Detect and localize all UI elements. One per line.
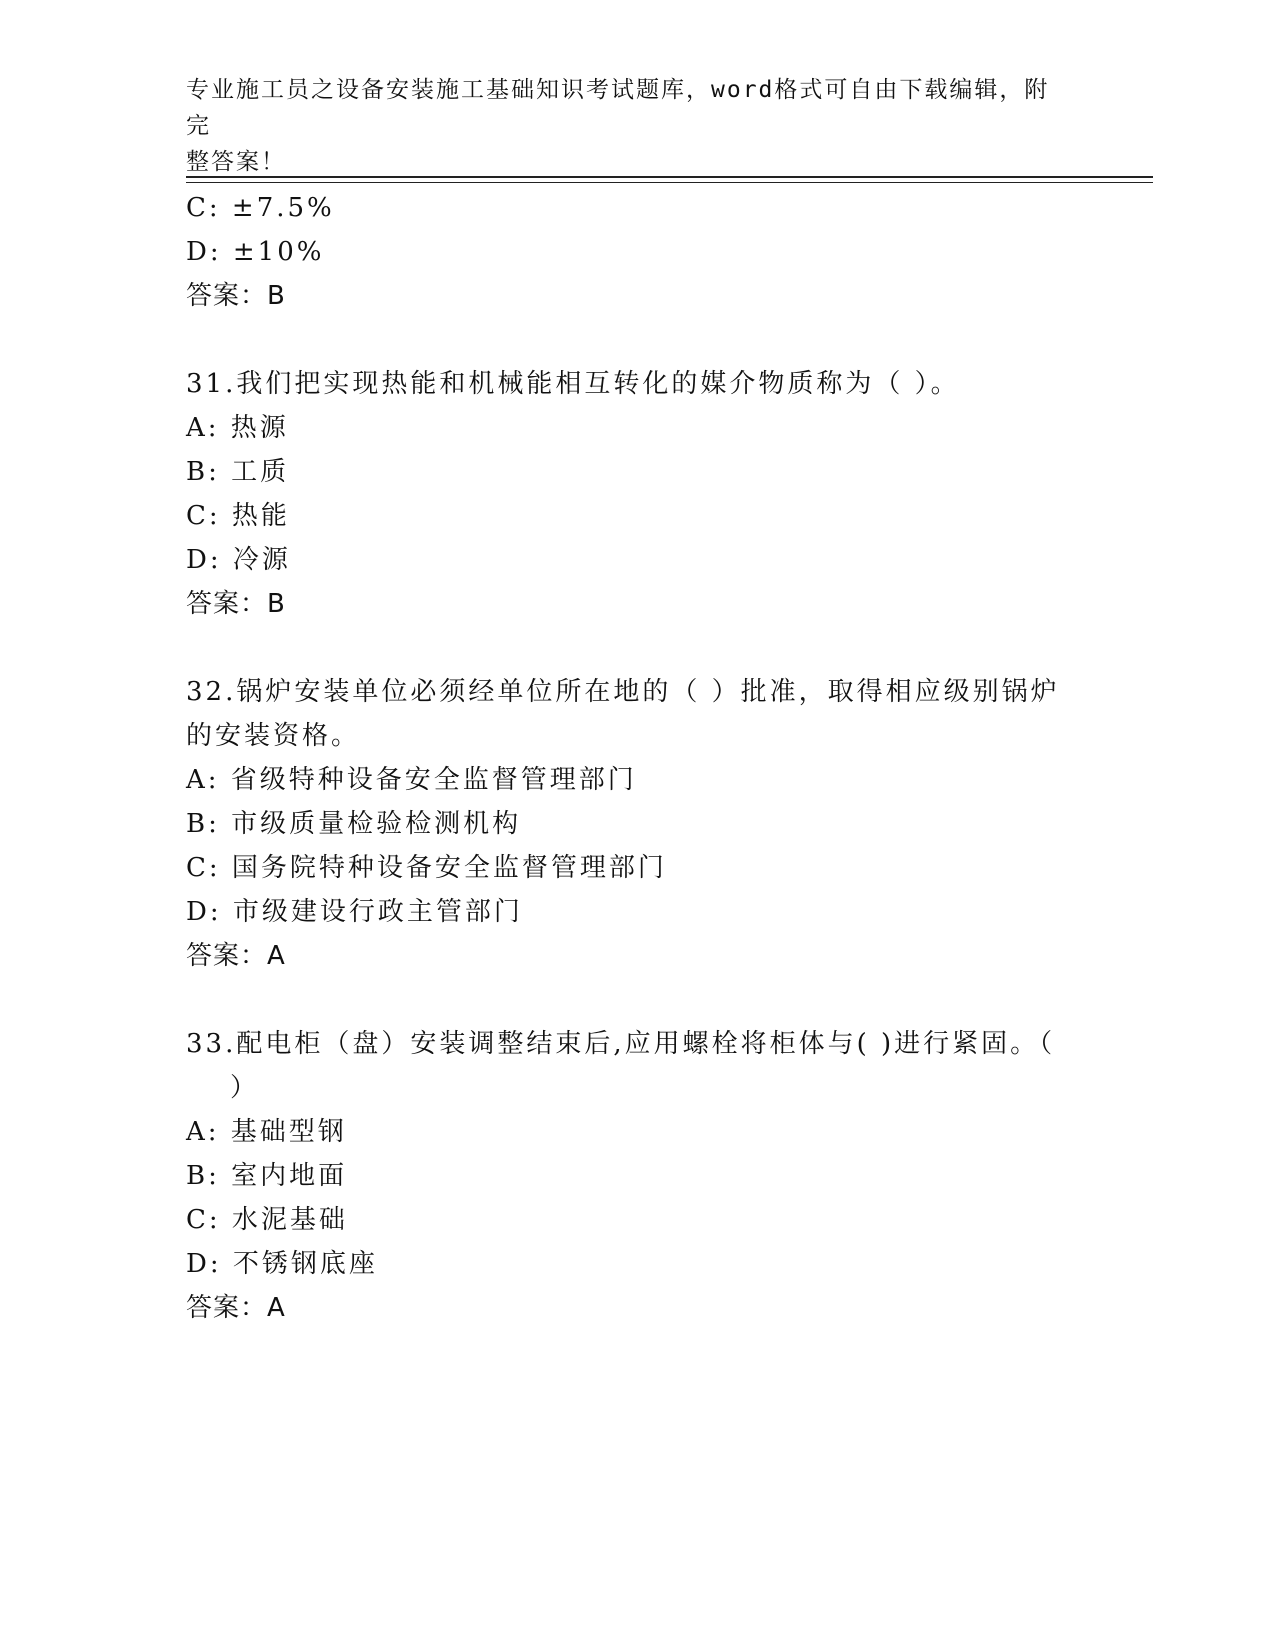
q31-option-d: D: 冷源: [186, 545, 291, 575]
header-line-2: 整答案！: [186, 149, 286, 175]
q31-option-a: A: 热源: [186, 413, 289, 443]
q32-option-d: D: 市级建设行政主管部门: [186, 897, 523, 927]
q31-answer: 答案：B: [186, 589, 286, 619]
header-divider-thick: [186, 176, 1153, 178]
q33-option-a: A: 基础型钢: [186, 1117, 347, 1147]
header-divider-thin: [186, 182, 1153, 183]
q32-stem-line-1: 32.锅炉安装单位必须经单位所在地的（ ）批准，取得相应级别锅炉: [186, 677, 1060, 707]
q31-stem: 31.我们把实现热能和机械能相互转化的媒介物质称为（ ）。: [186, 369, 960, 399]
q31-option-c: C: 热能: [186, 501, 290, 531]
q33-answer: 答案：A: [186, 1293, 286, 1323]
q31-option-b: B: 工质: [186, 457, 290, 487]
q32-answer: 答案：A: [186, 941, 286, 971]
q32-option-b: B: 市级质量检验检测机构: [186, 809, 522, 839]
prev-answer: 答案：B: [186, 281, 286, 311]
q33-stem-line-1: 33.配电柜（盘）安装调整结束后,应用螺栓将柜体与( )进行紧固。（: [186, 1029, 1056, 1059]
document-header: [186, 72, 1066, 180]
q32-option-c: C: 国务院特种设备安全监督管理部门: [186, 853, 667, 883]
q33-option-c: C: 水泥基础: [186, 1205, 348, 1235]
prev-option-c: C: ±7.5%: [186, 193, 335, 223]
q33-option-b: B: 室内地面: [186, 1161, 348, 1191]
prev-option-d: D: ±10%: [186, 237, 325, 267]
q32-stem-line-2: 的安装资格。: [186, 721, 361, 751]
q33-stem-line-2: ）: [230, 1073, 260, 1103]
header-line-1: 专业施工员之设备安装施工基础知识考试题库，word格式可自由下载编辑，附完: [186, 77, 1050, 139]
q33-option-d: D: 不锈钢底座: [186, 1249, 378, 1279]
q32-option-a: A: 省级特种设备安全监督管理部门: [186, 765, 637, 795]
